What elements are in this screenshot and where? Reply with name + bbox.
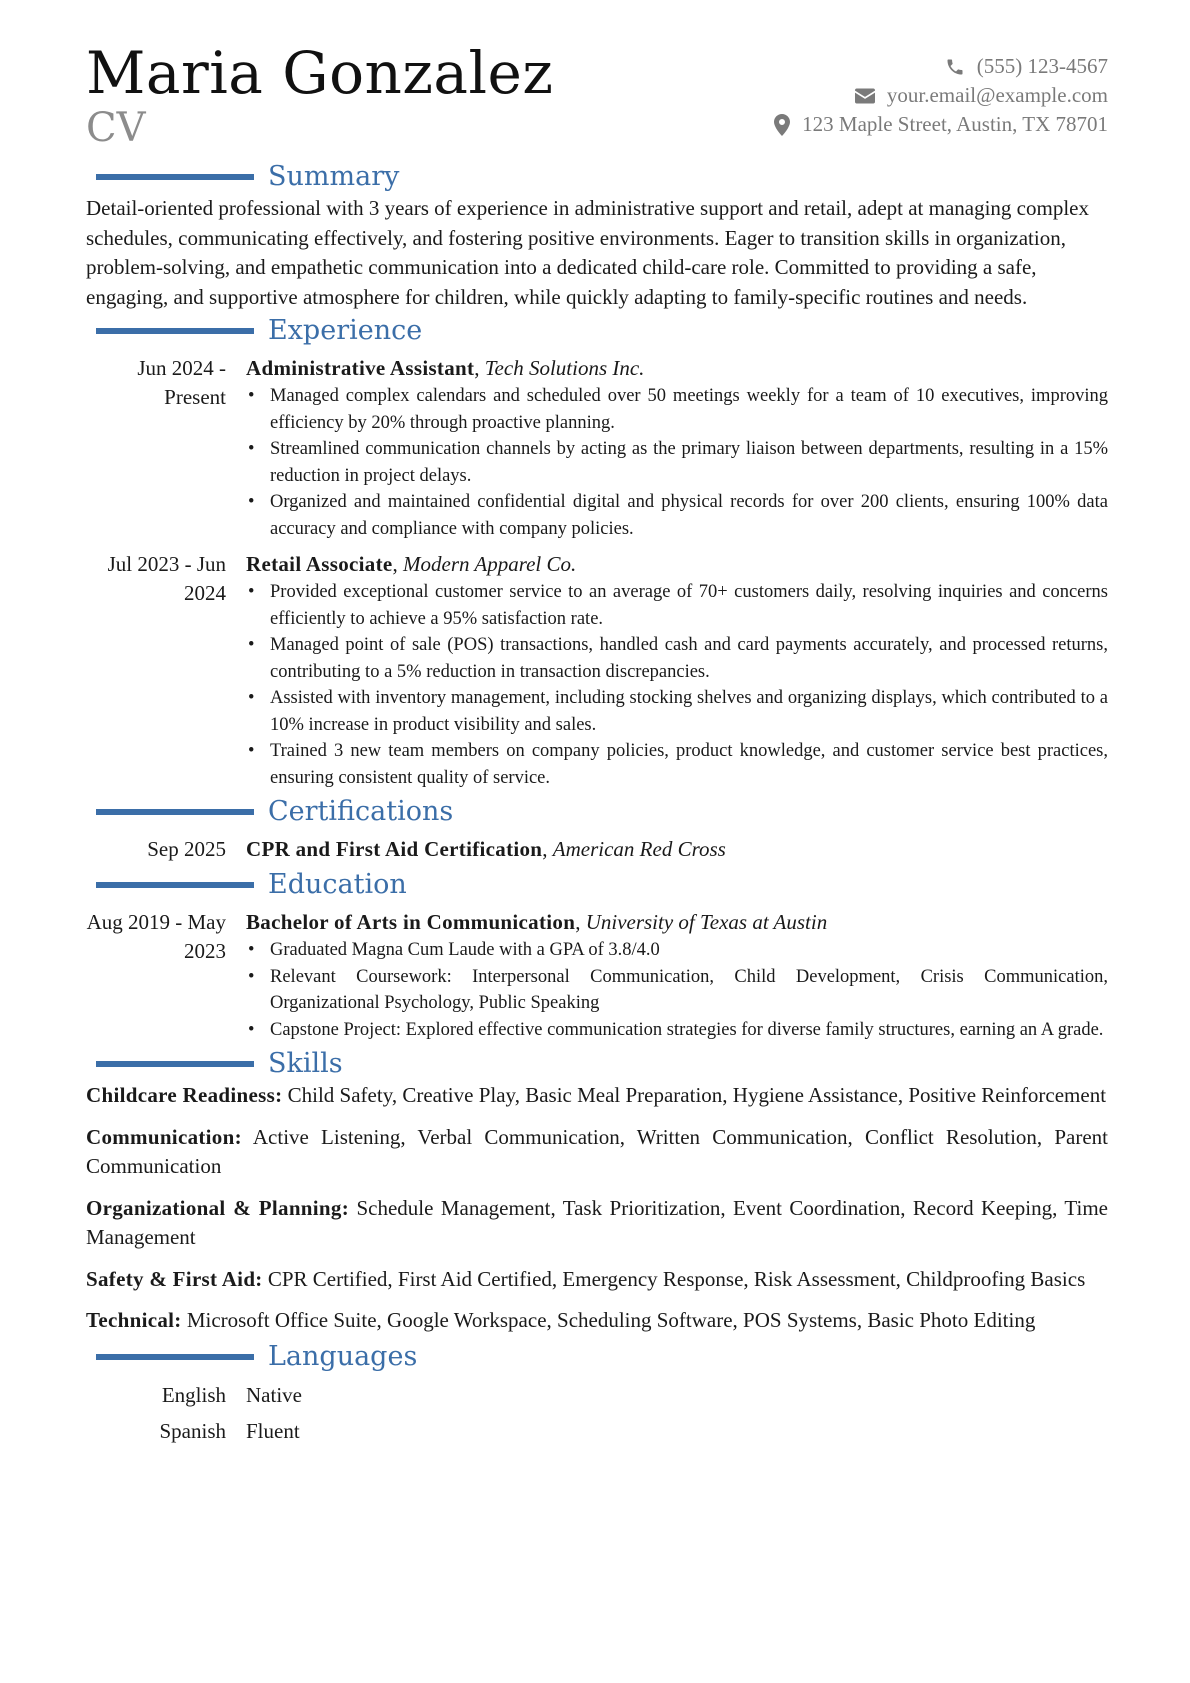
list-item: • Streamlined communication channels by acting as the primary liaison between departments, resulting in a 15% reduction in project delays. xyxy=(270,436,1108,489)
language-row xyxy=(86,1417,1108,1446)
skill-label: Childcare Readiness: xyxy=(86,1083,283,1107)
list-item: • Organized and maintained confidential digital and physical records for over 200 clients, ensuring 100% data accuracy and compliance with company policies. xyxy=(270,489,1108,542)
skill-items: Schedule Management, Task Prioritization, Event Coordination, Record Keeping, Time Management xyxy=(86,1195,1109,1249)
entry-org: American Red Cross xyxy=(552,837,726,861)
list-item: • Trained 3 new team members on company policies, product knowledge, and customer service best practices, ensuring consistent quality of service. xyxy=(270,738,1108,791)
skills-list xyxy=(86,1081,1108,1336)
skill-label: Communication: xyxy=(86,1124,242,1149)
entry-title: Bachelor of Arts in Communication xyxy=(246,910,576,934)
list-item: • Relevant Coursework: Interpersonal Communication, Child Development, Crisis Communication, Organizational Psychology, Public Speaking xyxy=(270,964,1108,1017)
education-entry: Aug 2019 - May 2023 Bachelor of Arts in Communication, University of Texas at Austin • Graduated Magna Cum Laude with a GPA of 3.8/4.0 • Relevant Coursework: Interpersonal Communication, Child Development, Crisis Communication, Organizational Psychology, Public Speaking • Capstone Project: Explored effective communication strategies for diverse family structures, earning an A grade. xyxy=(86,908,1108,1043)
section-rule xyxy=(96,1061,254,1067)
skill-items: Child Safety, Creative Play, Basic Meal Preparation, Hygiene Assistance, Positive Reinforcement xyxy=(287,1083,1107,1107)
skill-group xyxy=(86,1123,1108,1182)
contact-email xyxy=(774,81,1108,110)
section-skills-heading xyxy=(86,1047,1108,1081)
map-pin-icon xyxy=(774,114,790,136)
entry-bullets xyxy=(246,579,1108,791)
entry-title: Retail Associate xyxy=(246,552,393,576)
entry-bullets xyxy=(246,937,1108,1043)
section-rule xyxy=(96,882,254,888)
language-name: Spanish xyxy=(159,1418,226,1443)
header xyxy=(86,40,1108,160)
skill-group xyxy=(86,1265,1108,1295)
experience-entry: Jul 2023 - Jun 2024 Retail Associate, Modern Apparel Co. • Provided exceptional customer service to an average of 70+ customers daily, resolving inquiries and concerns efficiently to achieve a 95% satisfaction rate. • Managed point of sale (POS) transactions, handled cash and card payments accurately, and processed returns, contributing to a 5% reduction in transaction discrepancies. • Assisted with inventory management, including stocking shelves and organizing displays, which contributed to a 10% increase in product visibility and sales. • Trained 3 new team members on company policies, product knowledge, and customer service best practices, ensuring consistent quality of service. xyxy=(86,550,1108,791)
skill-label: Organizational & Planning: xyxy=(86,1195,349,1220)
skill-group xyxy=(86,1081,1108,1111)
contact-address xyxy=(774,110,1108,139)
section-certifications-heading xyxy=(86,795,1108,829)
entry-org: University of Texas at Austin xyxy=(585,910,828,934)
section-languages-heading xyxy=(86,1340,1108,1374)
entry-date: Aug 2019 - May 2023 xyxy=(86,910,226,963)
language-level: Fluent xyxy=(246,1418,300,1443)
skill-items: Microsoft Office Suite, Google Workspace, Scheduling Software, POS Systems, Basic Photo Editing xyxy=(186,1308,1036,1332)
section-title: Certifications xyxy=(268,796,454,827)
entry-title: CPR and First Aid Certification xyxy=(246,837,543,861)
list-item: • Managed point of sale (POS) transactions, handled cash and card payments accurately, and processed returns, contributing to a 5% reduction in transaction discrepancies. xyxy=(270,632,1108,685)
entry-bullets xyxy=(246,383,1108,542)
email-link[interactable]: your.email@example.com xyxy=(886,83,1108,107)
section-title: Education xyxy=(268,869,407,900)
skill-label: Technical: xyxy=(86,1308,182,1332)
list-item: • Assisted with inventory management, including stocking shelves and organizing displays, which contributed to a 10% increase in product visibility and sales. xyxy=(270,685,1108,738)
skill-items: Active Listening, Verbal Communication, Written Communication, Conflict Resolution, Parent Communication xyxy=(86,1124,1109,1178)
entry-org: Modern Apparel Co. xyxy=(403,552,577,576)
phone-text: (555) 123-4567 xyxy=(976,54,1108,78)
language-level: Native xyxy=(246,1382,302,1407)
list-item: • Managed complex calendars and scheduled over 50 meetings weekly for a team of 10 executives, improving efficiency by 20% through proactive planning. xyxy=(270,383,1108,436)
address-text: 123 Maple Street, Austin, TX 78701 xyxy=(802,112,1108,136)
contact-phone xyxy=(774,52,1108,81)
section-title: Languages xyxy=(268,1340,418,1372)
section-title: Skills xyxy=(268,1048,343,1079)
document-subtitle: CV xyxy=(86,105,146,151)
candidate-name: Maria Gonzalez xyxy=(86,39,554,107)
section-rule xyxy=(96,809,254,815)
skill-group xyxy=(86,1306,1108,1336)
entry-org: Tech Solutions Inc. xyxy=(484,356,645,380)
phone-icon xyxy=(945,57,965,77)
entry-title: Administrative Assistant xyxy=(246,356,475,380)
list-item: • Provided exceptional customer service to an average of 70+ customers daily, resolving inquiries and concerns efficiently to achieve a 95% satisfaction rate. xyxy=(270,579,1108,632)
section-title: Experience xyxy=(268,315,423,346)
section-summary-heading xyxy=(86,160,1108,194)
section-rule xyxy=(96,174,254,180)
section-rule xyxy=(96,1354,254,1360)
experience-entry: Jun 2024 - Present Administrative Assistant, Tech Solutions Inc. • Managed complex calendars and scheduled over 50 meetings weekly for a team of 10 executives, improving efficiency by 20% through proactive planning. • Streamlined communication channels by acting as the primary liaison between departments, resulting in a 15% reduction in project delays. • Organized and maintained confidential digital and physical records for over 200 clients, ensuring 100% data accuracy and compliance with company policies. xyxy=(86,354,1108,542)
list-item: • Graduated Magna Cum Laude with a GPA of 3.8/4.0 xyxy=(270,937,1108,964)
section-rule xyxy=(96,328,254,334)
skill-group xyxy=(86,1194,1108,1253)
entry-date: Sep 2025 xyxy=(147,837,226,861)
list-item: • Capstone Project: Explored effective communication strategies for diverse family structures, earning an A grade. xyxy=(270,1017,1108,1044)
language-row xyxy=(86,1381,1108,1410)
entry-date: Jul 2023 - Jun 2024 xyxy=(107,552,226,605)
summary-text: Detail-oriented professional with 3 years of experience in administrative support and retail, adept at managing complex schedules, communicating effectively, and fostering positive environments. Eager to transition skills in organization, problem-solving, and empathetic communication into a dedicated child-care role. Committed to providing a safe, engaging, and supportive atmosphere for children, while quickly adapting to family-specific routines and needs. xyxy=(86,196,1089,309)
contact-block xyxy=(774,52,1108,139)
section-experience-heading xyxy=(86,314,1108,348)
skill-label: Safety & First Aid: xyxy=(86,1266,263,1291)
envelope-icon xyxy=(855,88,875,104)
entry-date: Jun 2024 - Present xyxy=(137,356,226,409)
language-name: English xyxy=(161,1382,226,1407)
skill-items: CPR Certified, First Aid Certified, Emergency Response, Risk Assessment, Childproofing Basics xyxy=(267,1266,1086,1291)
certification-entry: Sep 2025 CPR and First Aid Certification, American Red Cross xyxy=(86,835,1108,864)
section-title: Summary xyxy=(268,161,400,192)
section-education-heading xyxy=(86,868,1108,902)
